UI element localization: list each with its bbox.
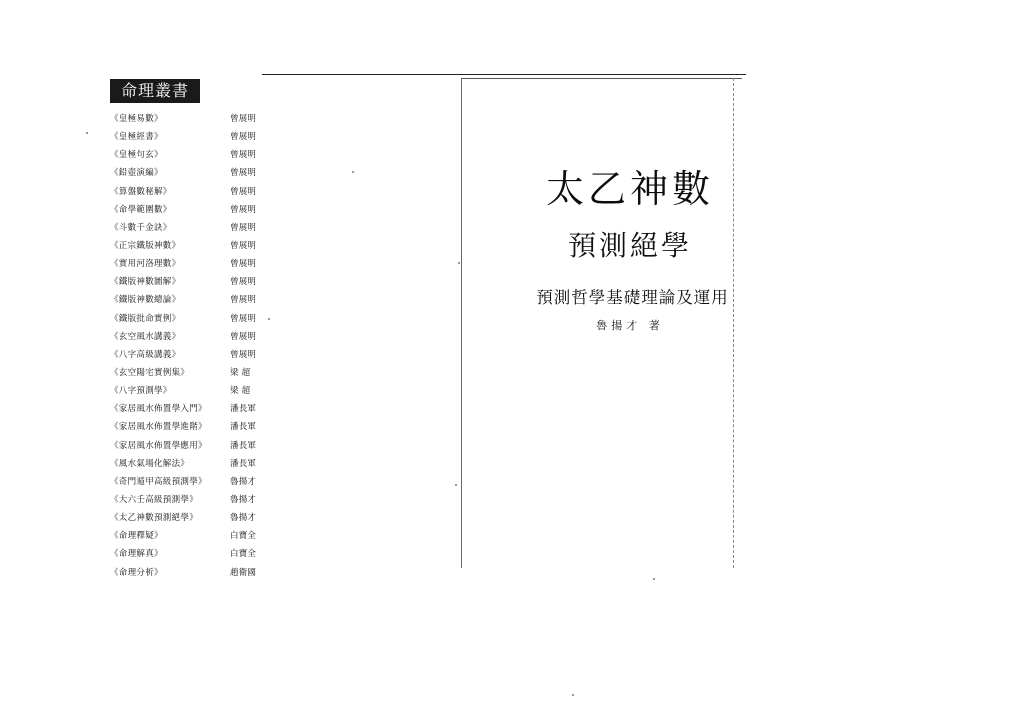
book-row <box>110 200 260 218</box>
book-title: 《命理解真》 <box>110 549 163 560</box>
book-title: 《鐵版批命實例》 <box>110 313 181 324</box>
book-title: 《斗數千金訣》 <box>110 222 172 233</box>
book-row <box>110 109 260 127</box>
book-author: 潘長軍 <box>230 404 257 415</box>
book-author: 曾展明 <box>230 114 257 125</box>
book-title: 《太乙神數預測絕學》 <box>110 513 199 524</box>
book-author: 曾展明 <box>230 168 257 179</box>
book-title: 《命學範圍數》 <box>110 204 172 215</box>
book-row <box>110 490 260 508</box>
description: 預測哲學基礎理論及運用 <box>536 288 729 307</box>
book-row <box>110 345 260 363</box>
book-row <box>110 526 260 544</box>
page-edge-line <box>733 78 734 568</box>
book-author: 白寶全 <box>230 549 257 560</box>
book-author: 潘長軍 <box>230 440 257 451</box>
book-title: 《皇極易數》 <box>110 114 163 125</box>
book-author: 魯揚才 <box>230 476 257 487</box>
author-credit: 魯揚才 著 <box>596 319 664 332</box>
book-row <box>110 309 260 327</box>
book-title: 《家居風水佈置學應用》 <box>110 440 207 451</box>
book-author: 曾展明 <box>230 132 257 143</box>
book-title: 《八字高級講義》 <box>110 349 181 360</box>
book-title: 《命理分析》 <box>110 567 163 578</box>
book-author: 曾展明 <box>230 150 257 161</box>
book-author: 梁 超 <box>230 386 251 397</box>
book-title: 《玄空陽宅實例集》 <box>110 368 190 379</box>
book-author: 潘長軍 <box>230 422 257 433</box>
book-row <box>110 544 260 562</box>
book-row <box>110 254 260 272</box>
book-row <box>110 145 260 163</box>
book-row <box>110 381 260 399</box>
book-title: 《鉛壺演編》 <box>110 168 163 179</box>
top-rule-inner <box>462 78 742 79</box>
page-gutter-line <box>461 78 462 568</box>
scan-speck <box>653 578 655 580</box>
book-author: 曾展明 <box>230 204 257 215</box>
book-author: 曾展明 <box>230 313 257 324</box>
book-author: 曾展明 <box>230 186 257 197</box>
book-title: 《實用河洛理數》 <box>110 259 181 270</box>
book-row <box>110 127 260 145</box>
book-row <box>110 236 260 254</box>
book-row <box>110 508 260 526</box>
book-row <box>110 417 260 435</box>
book-row <box>110 436 260 454</box>
book-author: 曾展明 <box>230 241 257 252</box>
book-row <box>110 272 260 290</box>
book-title: 《鐵版神數圖解》 <box>110 277 181 288</box>
scan-speck <box>572 694 574 696</box>
book-row <box>110 218 260 236</box>
book-author: 曾展明 <box>230 349 257 360</box>
book-author: 潘長軍 <box>230 458 257 469</box>
main-title: 太乙神數 <box>545 167 714 211</box>
book-author: 曾展明 <box>230 331 257 342</box>
book-title: 《算盤數秘解》 <box>110 186 172 197</box>
book-title: 《八字預測學》 <box>110 386 172 397</box>
book-title: 《皇極經書》 <box>110 132 163 143</box>
book-row <box>110 563 260 581</box>
book-author: 曾展明 <box>230 277 257 288</box>
book-author: 曾展明 <box>230 295 257 306</box>
scan-speck <box>455 484 457 486</box>
book-row <box>110 327 260 345</box>
book-title: 《正宗鐵版神數》 <box>110 241 181 252</box>
book-row <box>110 454 260 472</box>
book-row <box>110 472 260 490</box>
book-row <box>110 399 260 417</box>
scan-speck <box>458 262 460 264</box>
book-row <box>110 290 260 308</box>
book-list <box>110 109 260 581</box>
book-title: 《玄空風水講義》 <box>110 331 181 342</box>
book-title: 《家居風水佈置學進階》 <box>110 422 207 433</box>
book-title: 《命理釋疑》 <box>110 531 163 542</box>
book-title: 《家居風水佈置學入門》 <box>110 404 207 415</box>
book-author: 梁 超 <box>230 368 251 379</box>
book-author: 魯揚才 <box>230 495 257 506</box>
book-title: 《鐵版神數總論》 <box>110 295 181 306</box>
book-author: 魯揚才 <box>230 513 257 524</box>
book-author: 曾展明 <box>230 259 257 270</box>
scan-speck <box>268 318 270 320</box>
book-author: 白寶全 <box>230 531 257 542</box>
book-title: 《奇門遁甲高級預測學》 <box>110 476 207 487</box>
book-row <box>110 163 260 181</box>
book-row <box>110 182 260 200</box>
book-row <box>110 363 260 381</box>
scan-speck <box>86 132 88 134</box>
book-title: 《大六壬高級預測學》 <box>110 495 199 506</box>
book-title: 《皇極句玄》 <box>110 150 163 161</box>
book-author: 曾展明 <box>230 222 257 233</box>
sub-title: 預測絕學 <box>567 229 692 262</box>
top-rule <box>262 74 746 75</box>
book-author: 趙衛國 <box>230 567 257 578</box>
series-header: 命理叢書 <box>110 79 200 103</box>
scan-speck <box>352 171 354 173</box>
book-title: 《風水氣場化解法》 <box>110 458 190 469</box>
